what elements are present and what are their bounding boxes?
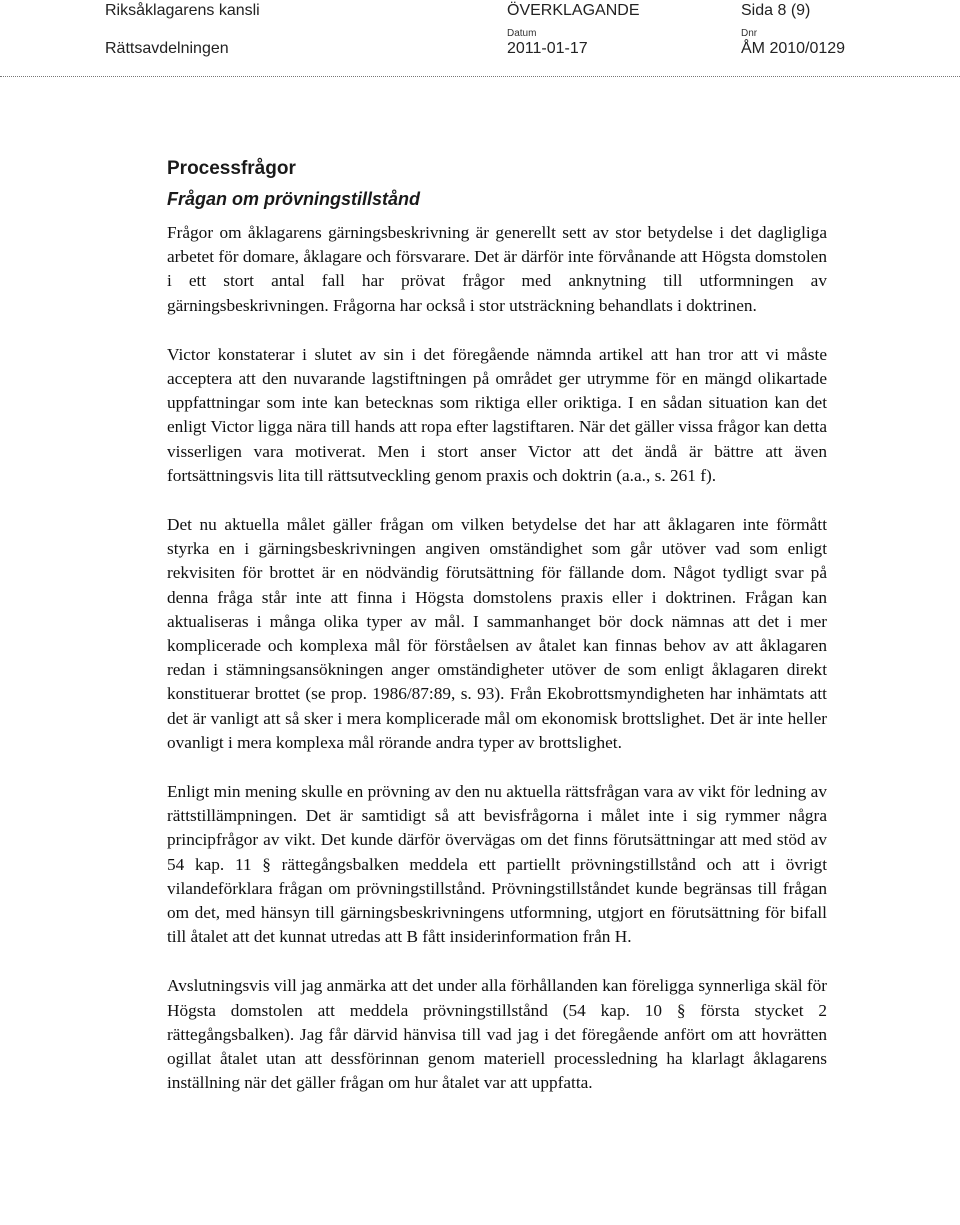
- paragraph: Det nu aktuella målet gäller frågan om vilken betydelse det har att åklagaren inte förmått styrka en i gärningsbeskrivningen angiven omständighet som går utöver vad som enligt rekvisiten för brottet är en nödvändig förutsättning för fällande dom. Något tydligt svar på denna fråga står inte att finna i Högsta domstolens praxis eller i doktrinen. Frågan kan aktualiseras i många olika typer av mål. I sammanhanget bör dock nämnas att det i mer komplicerade och komplexa mål för förståelsen av åtalet kan finnas behov av att åklagaren redan i stämningsansökningen anger omständigheter utöver de som enligt åklagaren direkt konstituerar brottet (se prop. 1986/87:89, s. 93). Från Ekobrottsmyndigheten har inhämtats att det är vanligt att så sker i mera komplicerade mål om ekonomisk brottslighet. Det är inte heller ovanligt i mera komplexa mål rörande andra typer av brottslighet.: [167, 515, 827, 752]
- dnr-label: Dnr: [741, 28, 758, 39]
- organization-name: Riksåklagarens kansli: [105, 2, 260, 19]
- paragraph: Enligt min mening skulle en prövning av den nu aktuella rättsfrågan vara av vikt för ledning av rättstillämpningen. Det är samtidigt så att bevisfrågorna i målet inte i sig rymmer några principfrågor av vikt. Det kunde därför övervägas om det finns förutsättningar att med stöd av 54 kap. 11 § rättegångsbalken meddela ett partiellt prövningstillstånd och att i övrigt vilandeförklara frågan om prövningstillstånd. Prövningstillståndet kunde begränsas till frågan om det, med hänsyn till gärningsbeskrivningens utformning, utgjort en förutsättning för bifall till åtalet att det kunnat utredas att B fått insiderinformation från H.: [167, 782, 827, 947]
- paragraph: Avslutningsvis vill jag anmärka att det under alla förhållanden kan föreligga synnerliga skäl för Högsta domstolen att meddela prövningstillstånd (54 kap. 10 § första stycket 2 rättegångsbalken). Jag får därvid hänvisa till vad jag i det föregående anfört om att hovrätten ogillat åtalet utan att dessförinnan genom materiell processledning ha klarlagt åklagarens inställning när det gäller frågan om hur åtalet var att uppfatta.: [167, 976, 827, 1093]
- document-type: ÖVERKLAGANDE: [507, 2, 640, 19]
- case-number: ÅM 2010/0129: [741, 40, 846, 57]
- department-name: Rättsavdelningen: [105, 40, 229, 57]
- date-label: Datum: [507, 28, 537, 39]
- section-heading: Processfrågor: [167, 158, 296, 179]
- paragraph: Frågor om åklagarens gärningsbeskrivning är generellt sett av stor betydelse i det dagligliga arbetet för domare, åklagare och försvarare. Det är därför inte förvånande att Högsta domstolen i ett stort antal fall har prövat frågor med anknytning till utformningen av gärningsbeskrivningen. Frågorna har också i stor utsträckning behandlats i doktrinen.: [167, 223, 827, 315]
- document-date: 2011-01-17: [507, 40, 588, 57]
- document-body: [167, 155, 827, 1096]
- page-number: Sida 8 (9): [741, 2, 811, 19]
- paragraph: Victor konstaterar i slutet av sin i det föregående nämnda artikel att han tror att vi måste acceptera att den nuvarande lagstiftningen på området ger utrymme för en mängd olikartade uppfattningar som inte kan betecknas som riktiga eller oriktiga. I en sådan situation kan det enligt Victor ligga nära till hands att ropa efter lagstiftaren. När det gäller vissa frågor kan detta visserligen vara motiverat. Men i stort anser Victor att det ändå är bättre att även fortsättningsvis lita till rättsutveckling genom praxis och doktrin (a.a., s. 261 f).: [167, 344, 827, 485]
- section-subheading: Frågan om prövningstillstånd: [167, 189, 421, 209]
- document-header: [0, 0, 960, 80]
- header-divider: [0, 76, 960, 77]
